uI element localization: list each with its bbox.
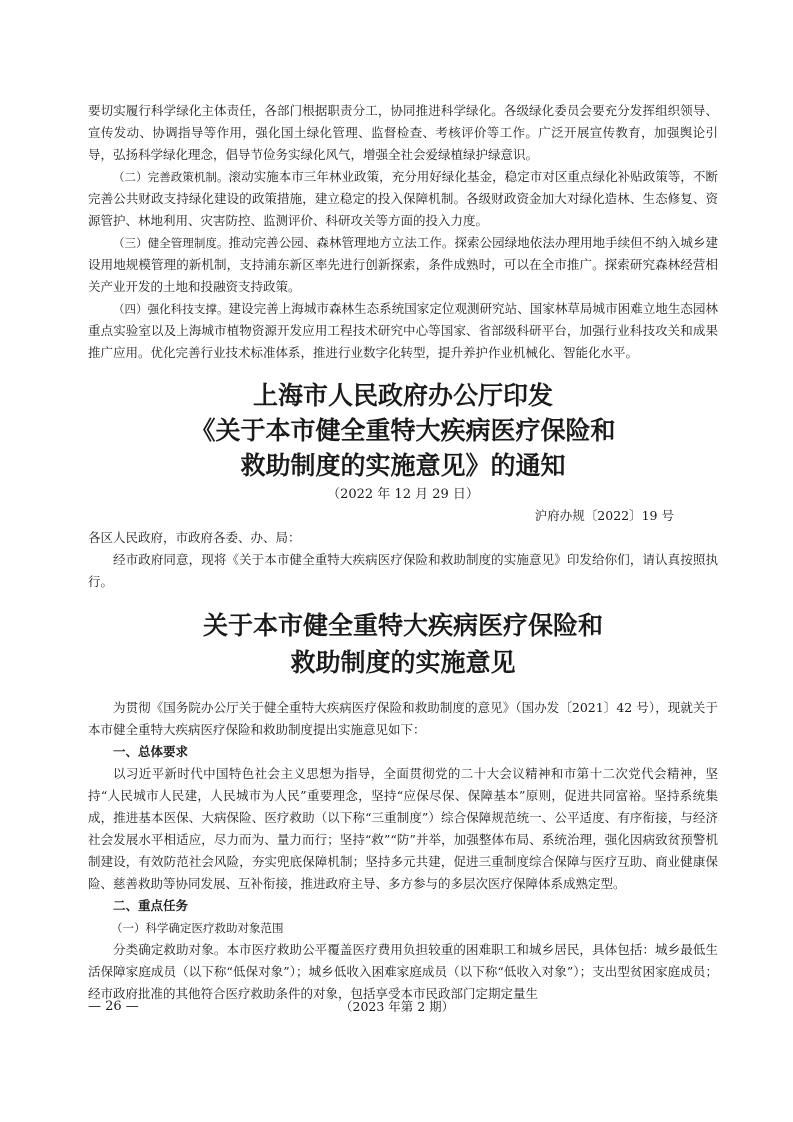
opinion-intro: 为贯彻《国务院办公厅关于健全重特大疾病医疗保险和救助制度的意见》（国办发〔2021〕42 号），现就关于本市健全重特大疾病医疗保险和救助制度提出实施意见如下： [88,700,718,737]
notice-addressee: 各区人民政府，市政府各委、办、局： [88,530,301,545]
policy-heading-4: （四）强化科技支撑。 [113,302,229,316]
policy-body-2: 滚动实施本市三年林业政策，充分用好绿化基金，稳定市对区重点绿化补贴政策等，不断完善公共财政支持绿化建设的政策措施，建立稳定的投入保障机制。各级财政资金加大对绿化造林、生态修复、资源管护、林地利用、灾害防控、监测评价、科研攻关等方面的投入力度。 [88,169,718,228]
opinion-title-line-1: 关于本市健全重特大疾病医疗保险和 [202,611,603,640]
policy-body-4: 建设完善上海城市森林生态系统国家定位观测研究站、国家林草局城市困难立地生态园林重点实验室以及上海城市植物资源开发应用工程技术研究中心等国家、省部级科研平台，加强行业科技攻关和成果推广应用。优化完善行业技术标准体系，推进行业数字化转型，提升养护作业机械化、智能化水平。 [88,301,718,360]
policy-paragraph-3 [88,232,718,298]
policy-heading-2: （二）完善政策机制。 [113,170,229,184]
policy-heading-3: （三）健全管理制度。 [113,236,229,250]
notice-title-line-1: 上海市人民政府办公厅印发 [252,381,553,410]
notice-date: （2022 年 12 月 29 日） [327,487,479,502]
issue-label: （2023 年第 2 期） [340,999,455,1014]
page-footer [88,996,718,1020]
policy-body-3: 推动完善公园、森林管理地方立法工作。探索公园绿地依法办理用地手续但不纳入城乡建设用地规模管理的新机制，支持浦东新区率先进行创新探索，条件成熟时，可以在全市推广。探索研究森林经营相关产业开发的土地和投融资支持政策。 [88,235,718,294]
section-1-heading: 一、总体要求 [113,744,189,759]
opinion-title-line-2: 救助制度的实施意见 [290,648,516,677]
subsection-1-heading: （一）科学确定医疗救助对象范围 [111,921,284,935]
notice-title-line-3: 救助制度的实施意见》的通知 [240,451,566,480]
notice-title [88,378,718,483]
section-2-heading: 二、重点任务 [113,898,189,913]
notice-title-line-2: 《关于本市健全重特大疾病医疗保险和 [190,416,616,445]
subsection-1-body: 分类确定救助对象。本市医疗救助公平覆盖医疗费用负担较重的困难职工和城乡居民，具体包括：城乡最低生活保障家庭成员（以下称“低保对象”）；城乡低收入困难家庭成员（以下称“低收入对象”）；支出型贫困家庭成员；经市政府批准的其他符合医疗救助条件的对象，包括享受本市民政部门定期定量生 [88,942,718,1001]
policy-paragraph-2 [88,166,718,232]
policy-paragraph-4 [88,298,718,364]
page-number: — 26 — [88,999,139,1014]
document-page [88,100,718,1005]
opinion-title [88,607,718,681]
notice-body: 经市政府同意，现将《关于本市健全重特大疾病医疗保险和救助制度的实施意见》印发给你们，请认真按照执行。 [88,552,718,589]
document-number: 沪府办规〔2022〕19 号 [534,508,674,523]
section-1-body: 以习近平新时代中国特色社会主义思想为指导，全面贯彻党的二十大会议精神和市第十二次党代会精神，坚持“人民城市人民建，人民城市为人民”重要理念，坚持“应保尽保、保障基本”原则，促进共同富裕。坚持系统集成，推进基本医保、大病保险、医疗救助（以下称“三重制度”）综合保障规范统一、公平适度、有序衔接，与经济社会发展水平相适应，尽力而为、量力而行；坚持“救”“防”并举，加强整体布局、系统治理，强化因病致贫预警机制建设，有效防范社会风险，夯实兜底保障机制；坚持多元共建，促进三重制度综合保障与医疗互助、商业健康保险、慈善救助等协同发展、互补衔接，推进政府主导、多方参与的多层次医疗保障体系成熟定型。 [88,766,718,891]
continued-paragraph: 要切实履行科学绿化主体责任，各部门根据职责分工，协同推进科学绿化。各级绿化委员会要充分发挥组织领导、宣传发动、协调指导等作用，强化国土绿化管理、监督检查、考核评价等工作。广泛开展宣传教育，加强舆论引导，弘扬科学绿化理念，倡导节俭务实绿化风气，增强全社会爱绿植绿护绿意识。 [88,103,718,162]
